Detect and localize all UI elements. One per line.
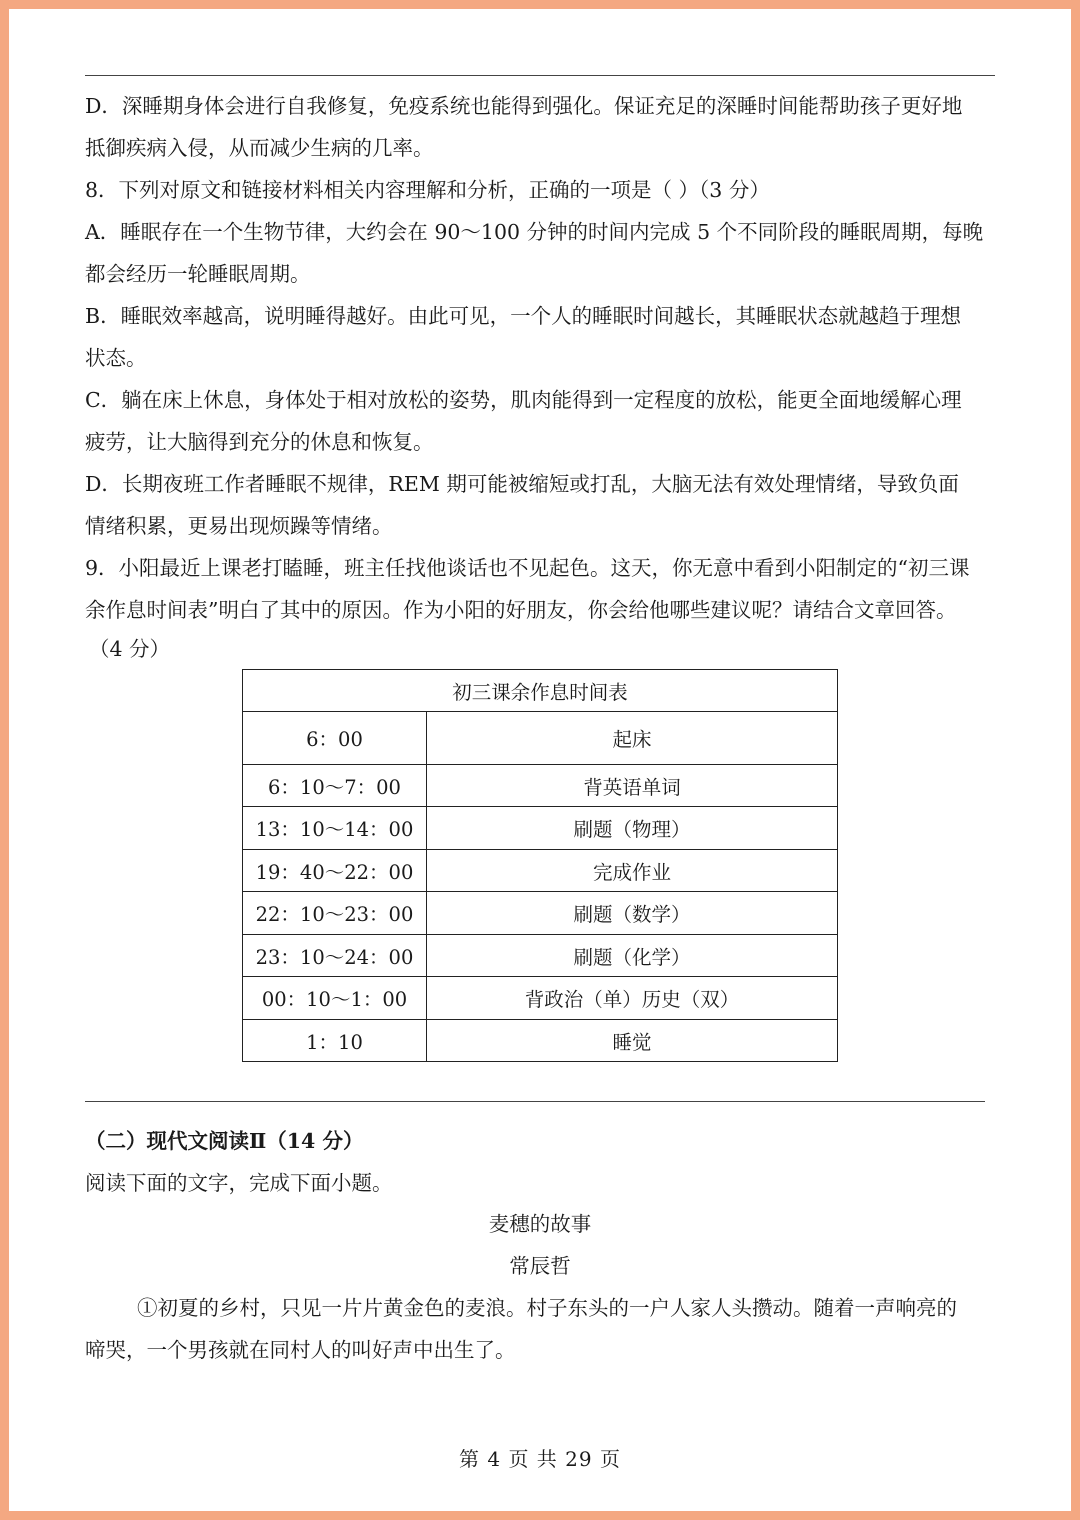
top-divider [85, 75, 995, 76]
reading-instruction: 阅读下面的文字，完成下面小题。 [85, 1171, 393, 1195]
table-row [243, 935, 838, 977]
schedule-time: 19：40～22：00 [243, 850, 427, 892]
option-c-line2: 疲劳，让大脑得到充分的休息和恢复。 [85, 430, 434, 454]
option-b-line1: B．睡眠效率越高，说明睡得越好。由此可见，一个人的睡眠时间越长，其睡眠状态就越趋于理想 [85, 304, 962, 328]
table-row [243, 670, 838, 712]
story-author: 常辰哲 [509, 1254, 571, 1278]
option-d1-line2: 抵御疾病入侵，从而减少生病的几率。 [85, 136, 434, 160]
option-a-line2: 都会经历一轮睡眠周期。 [85, 262, 311, 286]
schedule-activity: 睡觉 [427, 1020, 838, 1062]
schedule-time: 6：00 [243, 712, 427, 765]
option-a-line1: A．睡眠存在一个生物节律，大约会在 90～100 分钟的时间内完成 5 个不同阶段的睡眠周期，每晚 [85, 220, 984, 244]
option-d2-line2: 情绪积累，更易出现烦躁等情绪。 [85, 514, 393, 538]
table-row [243, 850, 838, 892]
schedule-activity: 背政治（单）历史（双） [427, 977, 838, 1020]
schedule-activity: 背英语单词 [427, 765, 838, 807]
section-divider [85, 1101, 985, 1102]
schedule-activity: 起床 [427, 712, 838, 765]
table-row [243, 807, 838, 850]
schedule-time: 1：10 [243, 1020, 427, 1062]
page-footer: 第 4 页 共 29 页 [459, 1447, 621, 1471]
schedule-time: 00：10～1：00 [243, 977, 427, 1020]
story-paragraph-1-line2: 啼哭，一个男孩就在同村人的叫好声中出生了。 [85, 1338, 516, 1362]
schedule-activity: 刷题（数学） [427, 892, 838, 935]
schedule-activity: 刷题（化学） [427, 935, 838, 977]
schedule-time: 6：10～7：00 [243, 765, 427, 807]
table-row [243, 977, 838, 1020]
question-8: 8．下列对原文和链接材料相关内容理解和分析，正确的一项是（ ）（3 分） [85, 178, 770, 202]
option-d2-line1: D．长期夜班工作者睡眠不规律，REM 期可能被缩短或打乱，大脑无法有效处理情绪，导致负面 [85, 472, 959, 496]
schedule-time: 23：10～24：00 [243, 935, 427, 977]
section-heading: （二）现代文阅读Ⅱ（14 分） [85, 1129, 364, 1153]
option-c-line1: C．躺在床上休息，身体处于相对放松的姿势，肌肉能得到一定程度的放松，能更全面地缓解心理 [85, 388, 962, 412]
question-9-line2: 余作息时间表”明白了其中的原因。作为小阳的好朋友，你会给他哪些建议呢？请结合文章回答。 [85, 598, 957, 622]
exam-page [9, 9, 1071, 1511]
schedule-time: 13：10～14：00 [243, 807, 427, 850]
question-9-score: （4 分） [89, 637, 171, 661]
table-row [243, 1020, 838, 1062]
schedule-title: 初三课余作息时间表 [243, 670, 838, 712]
schedule-table [242, 669, 838, 1062]
table-row [243, 765, 838, 807]
option-d1-line1: D．深睡期身体会进行自我修复，免疫系统也能得到强化。保证充足的深睡时间能帮助孩子更好地 [85, 94, 963, 118]
table-row [243, 712, 838, 765]
schedule-time: 22：10～23：00 [243, 892, 427, 935]
question-9-line1: 9．小阳最近上课老打瞌睡，班主任找他谈话也不见起色。这天，你无意中看到小阳制定的“初三课 [85, 556, 970, 580]
table-row [243, 892, 838, 935]
schedule-activity: 完成作业 [427, 850, 838, 892]
option-b-line2: 状态。 [85, 346, 147, 370]
story-paragraph-1-line1: ①初夏的乡村，只见一片片黄金色的麦浪。村子东头的一户人家人头攒动。随着一声响亮的 [137, 1296, 957, 1320]
story-title: 麦穗的故事 [488, 1212, 592, 1236]
schedule-activity: 刷题（物理） [427, 807, 838, 850]
